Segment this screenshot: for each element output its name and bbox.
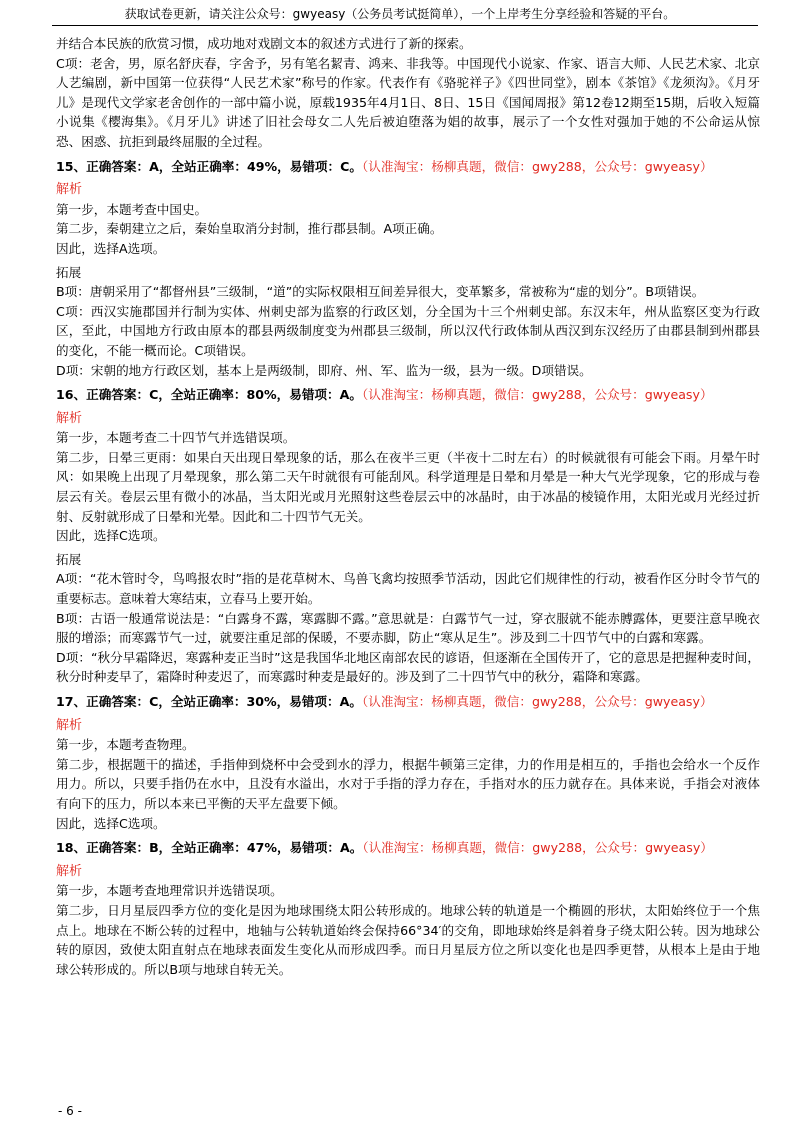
answer-summary: 16、正确答案：C，全站正确率：80%，易错项：A。 [56, 387, 362, 403]
extension-heading: 拓展 [56, 551, 82, 567]
paragraph: B项：唐朝采用了“都督州县”三级制，“道”的实际权限相互间差异很大，变革繁多，常被称为“虚的划分”。B项错误。 [56, 284, 705, 300]
promo-note: （认准淘宝：杨柳真题，微信：gwy288，公众号：gwyeasy） [362, 840, 713, 856]
paragraph: 因此，选择C选项。 [56, 815, 166, 831]
paragraph: B项：古语一般通常说法是：“白露身不露，寒露脚不露。”意思就是：白露节气一过，穿衣服就不能赤膊露体，更要注意早晚衣服的增添；而寒露节气一过，就要注重足部的保暖，不要赤脚，防止“寒从足生”。涉及到二十四节气中的白露和寒露。 [56, 610, 760, 646]
paragraph: 第一步，本题考查物理。 [56, 737, 195, 753]
paragraph: 因此，选择C选项。 [56, 528, 166, 544]
paragraph: A项：“花木管时令，鸟鸣报农时”指的是花草树木、鸟兽飞禽均按照季节活动，因此它们规律性的行动，被看作区分时令节气的重要标志。意味着大寒结束，立春马上要开始。 [56, 571, 760, 607]
page-header: 获取试卷更新，请关注公众号：gwyeasy（公务员考试挺简单），一个上岸考生分享经验和答疑的平台。 [124, 7, 676, 21]
promo-note: （认准淘宝：杨柳真题，微信：gwy288，公众号：gwyeasy） [361, 694, 713, 709]
analysis-heading: 解析 [56, 863, 83, 879]
paragraph: 第一步，本题考查二十四节气并选错误项。 [56, 430, 296, 446]
paragraph: 因此，选择A选项。 [56, 240, 166, 256]
document-body [56, 34, 760, 979]
analysis-heading: 解析 [56, 182, 83, 198]
promo-note: （认准淘宝：杨柳真题，微信：gwy288，公众号：gwyeasy） [361, 158, 713, 174]
paragraph: D项：宋朝的地方行政区划，基本上是两级制，即府、州、军、监为一级，县为一级。D项错误。 [56, 362, 592, 378]
paragraph: 第二步，秦朝建立之后，秦始皇取消分封制，推行郡县制。A项正确。 [56, 221, 443, 237]
paragraph: 第二步，根据题干的描述，手指伸到烧杯中会受到水的浮力，根据牛顿第三定律，力的作用是相互的，手指也会给水一个反作用力。所以，只要手指仍在水中，且没有水溢出，水对于手指的浮力存在，手指对水的压力就存在。具体来说，手指会对液体有向下的压力，所以本来已平衡的天平左盘要下倾。 [56, 756, 760, 811]
paragraph: C项：西汉实施郡国并行制为实体、州刺史部为监察的行政区划，分全国为十三个州刺史部。东汉末年，州从监察区变为行政区，至此，中国地方行政由原本的郡县两级制度变为州郡县三级制，所以汉代行政体制从西汉到东汉经历了由郡县制到州郡县的变化，不能一概而论。C项错误。 [56, 303, 760, 358]
paragraph: 并结合本民族的欣赏习惯，成功地对戏剧文本的叙述方式进行了新的探索。 [56, 36, 472, 51]
paragraph: D项：“秋分早霜降迟，寒露种麦正当时”这是我国华北地区南部农民的谚语，但逐渐在全国传开了，它的意思是把握种麦时间，秋分时种麦早了，霜降时种麦迟了，而寒露时种麦是最好的。涉及到了二十四节气中的秋分，霜降和寒露。 [56, 649, 760, 685]
paragraph: 第一步，本题考查地理常识并选错误项。 [56, 883, 283, 899]
answer-summary: 18、正确答案：B，全站正确率：47%，易错项：A。 [56, 840, 363, 856]
header-divider [52, 25, 758, 26]
answer-heading [56, 157, 760, 177]
answer-summary: 17、正确答案：C，全站正确率：30%，易错项：A。 [56, 694, 362, 709]
answer-heading [56, 838, 760, 858]
answer-heading [56, 692, 760, 712]
analysis-heading: 解析 [56, 410, 83, 426]
analysis-heading: 解析 [56, 717, 83, 733]
page-number: - 6 - [58, 1104, 82, 1118]
promo-note: （认准淘宝：杨柳真题，微信：gwy288，公众号：gwyeasy） [361, 387, 713, 403]
answer-heading [56, 385, 760, 405]
paragraph: 第一步，本题考查中国史。 [56, 201, 208, 217]
paragraph: 第二步，日晕三更雨：如果白天出现日晕现象的话，那么在夜半三更（半夜十二时左右）的时候就很有可能会下雨。月晕午时风：如果晚上出现了月晕现象，那么第二天午时就很有可能刮风。科学道理是日晕和月晕是一种大气光学现象，它的形成与卷层云有关。卷层云里有微小的冰晶，当太阳光或月光照射这些卷层云中的冰晶时，由于冰晶的棱镜作用，太阳光或月光经过折射、反射就形成了日晕和光晕。因此和二十四节气无关。 [56, 449, 760, 524]
answer-summary: 15、正确答案：A，全站正确率：49%，易错项：C。 [56, 158, 362, 174]
extension-heading: 拓展 [56, 264, 82, 280]
paragraph: C项：老舍，男，原名舒庆春，字舍予，另有笔名絜青、鸿来、非我等。中国现代小说家、作家、语言大师、人民艺术家、北京人艺编剧，新中国第一位获得“人民艺术家”称号的作家。代表作有《骆驼祥子》《四世同堂》，剧本《茶馆》《龙须沟》。《月牙儿》是现代文学家老舍创作的一部中篇小说，原载1935年4月1日、8日、15日《国闻周报》第12卷12期至15期，后收入短篇小说集《樱海集》。《月牙儿》讲述了旧社会母女二人先后被迫堕落为娼的故事，展示了一个女性对强加于她的不公命运从惊恐、困惑、抗拒到最终屈服的全过程。 [56, 55, 760, 149]
paragraph: 第二步，日月星辰四季方位的变化是因为地球围绕太阳公转形成的。地球公转的轨道是一个椭圆的形状，太阳始终位于一个焦点上。地球在不断公转的过程中，地轴与公转轨道始终会保持66°34′的交角，即地球始终是斜着身子绕太阳公转。因为地球公转的原因，致使太阳直射点在地球表面发生变化从而形成四季。而日月星辰方位之所以变化也是四季更替，从根本上是由于地球公转形成的。所以B项与地球自转无关。 [56, 902, 760, 977]
